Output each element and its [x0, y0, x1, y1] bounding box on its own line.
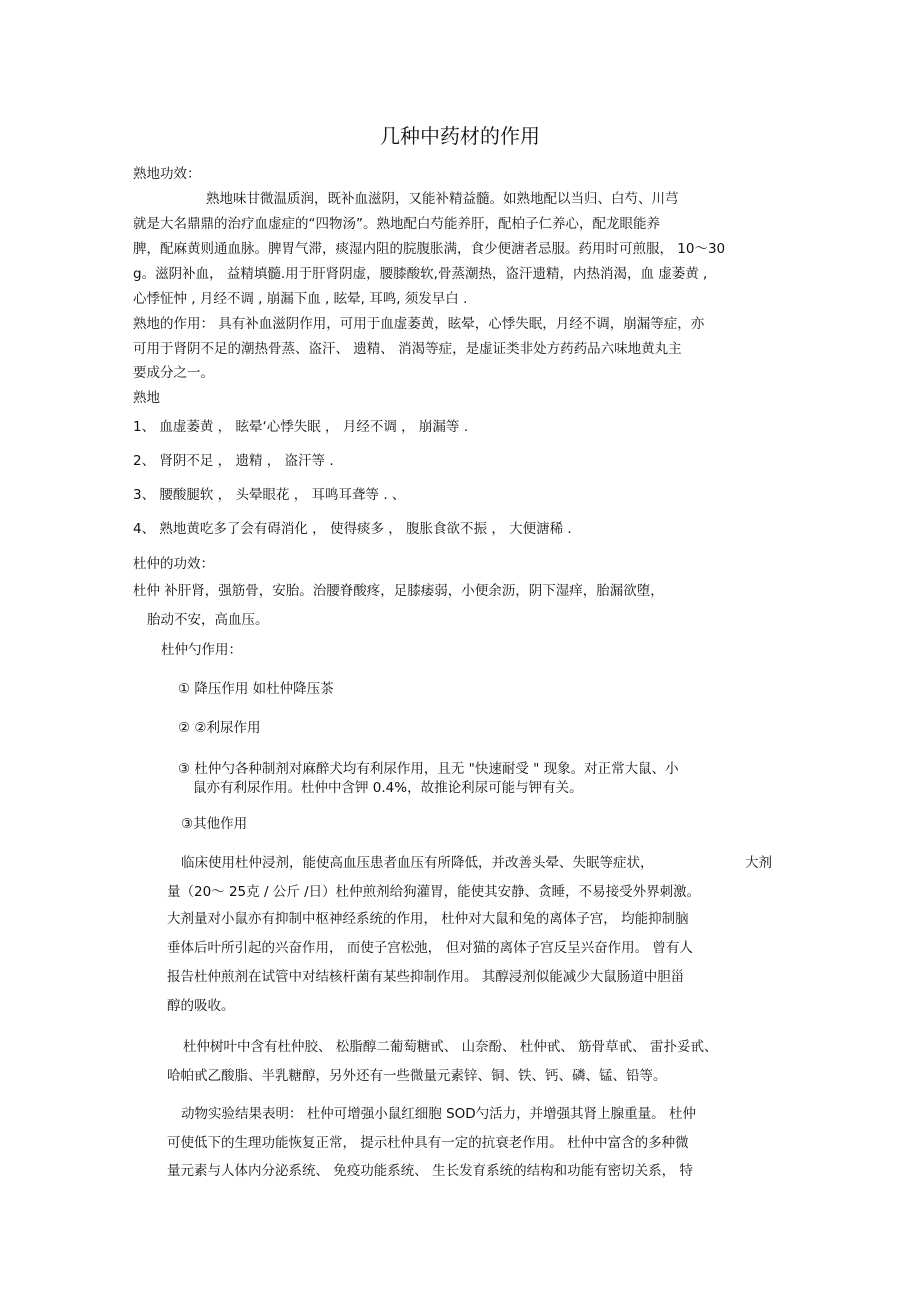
paragraph-line: 大剂量对小鼠亦有抑制中枢神经系统的作用， 杜仲对大鼠和兔的离体子宫， 均能抑制脑 — [167, 911, 689, 927]
shudi-list-heading: 熟地 — [133, 390, 160, 406]
paragraph-line: 胎动不安，高血压。 — [147, 612, 269, 628]
paragraph-line: 杜仲 补肝肾，强筋骨，安胎。治腰脊酸疼，足膝痿弱，小便余沥，阴下湿痒，胎漏欲堕， — [133, 583, 664, 599]
duzhong-zuoyong-heading: 杜仲勺作用： — [161, 642, 242, 658]
paragraph-line: 哈帕甙乙酸脂、半乳糖醇，另外还有一些微量元素锌、铜、铁、钙、磷、锰、铅等。 — [167, 1068, 667, 1084]
list-item: ③ 杜仲勺各种制剂对麻醉犬均有利尿作用，且无 "快速耐受 " 现象。对正常大鼠、小 — [178, 761, 679, 777]
paragraph-line: 杜仲树叶中含有杜仲胶、 松脂醇二葡萄糖甙、 山奈酚、 杜仲甙、 筋骨草甙、 雷扑妥甙、 — [183, 1039, 718, 1055]
paragraph-line: 要成分之一。 — [133, 365, 214, 381]
paragraph-line: g。滋阴补血， 益精填髓.用于肝肾阴虚，腰膝酸软,骨蒸潮热，盗汗遗精，内热消渴，血 虚萎黄 , — [133, 266, 708, 282]
paragraph-line: 报告杜仲煎剂在试管中对结核杆菌有某些抑制作用。 其醇浸剂似能减少大鼠肠道中胆甾 — [167, 969, 685, 985]
paragraph-line: 可用于肾阴不足的潮热骨蒸、盗汗、 遗精、 消渴等症，是虚证类非处方药药品六味地黄丸主 — [133, 341, 682, 357]
paragraph-line: 量（20～ 25克 / 公斤 /日）杜仲煎剂给狗灌胃，能使其安静、贪睡，不易接受外界刺激。 — [167, 884, 701, 900]
list-item: ① 降压作用 如杜仲降压茶 — [178, 681, 334, 697]
paragraph-line: 垂体后叶所引起的兴奋作用， 而使子宫松弛， 但对猫的离体子宫反呈兴奋作用。 曾有人 — [167, 940, 693, 956]
paragraph-line-end: 大剂 — [745, 855, 772, 871]
paragraph-line: 熟地的作用： 具有补血滋阴作用，可用于血虚萎黄，眩晕，心悸失眠，月经不调，崩漏等症，亦 — [133, 316, 705, 332]
list-item: 4、 熟地黄吃多了会有碍消化 ， 使得痰多 ， 腹胀食欲不振 ， 大便溏稀 . — [133, 521, 572, 537]
list-item: 2、 肾阴不足 ， 遗精 ， 盗汗等 . — [133, 453, 334, 469]
list-item-continuation: 鼠亦有利尿作用。杜仲中含钾 0.4%，故推论利尿可能与钾有关。 — [193, 780, 583, 796]
paragraph-line: 醇的吸收。 — [167, 998, 235, 1014]
paragraph-line: 熟地味甘微温质润，既补血滋阴，又能补精益髓。如熟地配以当归、白芍、川芎 — [206, 191, 679, 207]
duzhong-gongxiao-heading: 杜仲的功效： — [133, 556, 214, 572]
list-item: ③其他作用 — [181, 816, 248, 832]
paragraph-line: 就是大名鼎鼎的治疗血虚症的“四物汤”。熟地配白芍能养肝，配柏子仁养心，配龙眼能养 — [133, 216, 660, 232]
paragraph-line: 可使低下的生理功能恢复正常， 提示杜仲具有一定的抗衰老作用。 杜仲中富含的多种微 — [167, 1135, 689, 1151]
paragraph-line: 心悸怔忡 , 月经不调 , 崩漏下血 , 眩晕, 耳鸣, 须发早白 . — [133, 291, 468, 307]
paragraph-line: 临床使用杜仲浸剂，能使高血压患者血压有所降低，并改善头晕、失眠等症状， — [181, 855, 654, 871]
shudi-gongxiao-heading: 熟地功效： — [133, 166, 201, 182]
list-item: ② ②利尿作用 — [178, 720, 261, 736]
paragraph-line: 脾，配麻黄则通血脉。脾胃气滞，痰湿内阻的脘腹胀满，食少便溏者忌服。药用时可煎服， 10～30 — [133, 241, 726, 257]
paragraph-line: 量元素与人体内分泌系统、 免疫功能系统、 生长发育系统的结构和功能有密切关系， 特 — [167, 1163, 693, 1179]
list-item: 3、 腰酸腿软 ， 头晕眼花 ， 耳鸣耳聋等 . 、 — [133, 487, 406, 503]
list-item: 1、 血虚萎黄 ， 眩晕‘心悸失眠 ， 月经不调 ， 崩漏等 . — [133, 419, 469, 435]
paragraph-line: 动物实验结果表明： 杜仲可增强小鼠红细胞 SOD勺活力，并增强其肾上腺重量。 杜仲 — [181, 1106, 696, 1122]
page-title: 几种中药材的作用 — [380, 124, 540, 148]
